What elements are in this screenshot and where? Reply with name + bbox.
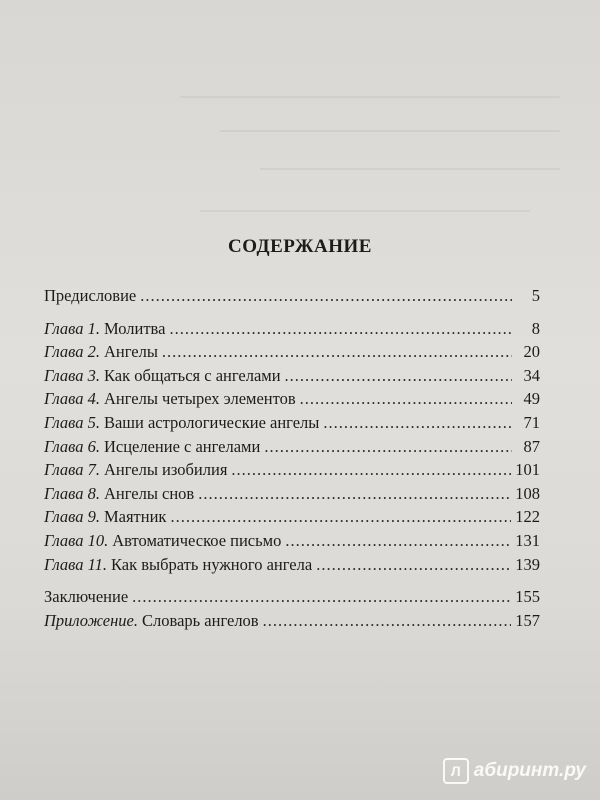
dot-leader (264, 437, 512, 457)
chapter-prefix: Глава 5. (44, 412, 100, 432)
chapter-title: Исцеление с ангелами (103, 436, 261, 456)
toc-row-chapter (44, 484, 540, 508)
dot-leader (132, 587, 511, 607)
toc-page-number: 8 (531, 318, 540, 338)
toc-page-number: 34 (523, 365, 540, 385)
dot-leader (169, 319, 512, 339)
watermark (443, 758, 586, 784)
toc-row-chapter (44, 366, 540, 390)
appendix-title: Словарь ангелов (142, 610, 259, 630)
chapter-title: Ангелы четырех элементов (103, 389, 296, 409)
toc-page-number: 101 (515, 460, 540, 480)
chapter-title: Ангелы изобилия (103, 460, 228, 480)
dot-leader (285, 366, 512, 386)
watermark-text: абиринт.ру (473, 760, 586, 781)
toc-page-number: 139 (515, 554, 540, 574)
toc-page-number: 87 (523, 436, 540, 456)
chapter-prefix: Глава 11. (44, 554, 107, 574)
toc-row-chapter (44, 389, 540, 413)
toc-row-preface (44, 286, 540, 310)
toc-row-chapter (44, 531, 540, 555)
dot-leader (162, 342, 512, 362)
chapter-prefix: Глава 8. (44, 483, 100, 503)
dot-leader (285, 531, 511, 551)
chapter-title: Ангелы снов (103, 483, 195, 503)
show-through-line (180, 96, 560, 98)
toc-page-number: 131 (515, 530, 540, 550)
toc-row-chapter (44, 319, 540, 343)
chapter-prefix: Глава 10. (44, 530, 109, 550)
toc-row-chapter (44, 460, 540, 484)
dot-leader (231, 460, 511, 480)
toc-page-number: 5 (531, 286, 540, 305)
toc-label: Заключение (44, 587, 129, 607)
chapter-prefix: Глава 7. (44, 460, 100, 480)
dot-leader (198, 484, 511, 504)
toc-page-number: 20 (523, 342, 540, 362)
toc-row-appendix (44, 611, 540, 635)
chapter-title: Автоматическое письмо (112, 530, 282, 550)
toc-label: Предисловие (44, 286, 137, 305)
toc-row-chapter (44, 413, 540, 437)
toc-row-conclusion (44, 587, 540, 611)
dot-leader (140, 286, 512, 306)
toc-page-number: 49 (523, 389, 540, 409)
toc-row-chapter (44, 507, 540, 531)
dot-leader (300, 389, 512, 409)
show-through-line (200, 210, 530, 212)
chapter-title: Как общаться с ангелами (103, 365, 281, 385)
chapter-prefix: Глава 3. (44, 365, 100, 385)
chapter-title: Как выбрать нужного ангела (110, 554, 313, 574)
chapter-prefix: Глава 6. (44, 436, 100, 456)
dot-leader (323, 413, 512, 433)
toc-page-number: 71 (523, 412, 540, 432)
toc-row-chapter (44, 437, 540, 461)
toc-page-number: 108 (515, 483, 540, 503)
show-through-line (260, 168, 560, 170)
chapter-title: Ангелы (103, 342, 158, 362)
toc-page-number: 157 (515, 610, 540, 630)
chapter-prefix: Глава 9. (44, 507, 100, 527)
chapter-title: Маятник (103, 507, 167, 527)
toc-page-number: 122 (515, 507, 540, 527)
table-of-contents (44, 286, 540, 634)
contents-title: СОДЕРЖАНИЕ (228, 236, 372, 257)
toc-page-number: 155 (515, 587, 540, 607)
chapter-title: Молитва (103, 318, 166, 338)
toc-row-chapter (44, 555, 540, 579)
dot-leader (316, 555, 511, 575)
labirint-logo-icon: Л (443, 758, 469, 784)
chapter-prefix: Глава 1. (44, 318, 100, 338)
chapter-prefix: Глава 2. (44, 342, 100, 362)
chapter-prefix: Глава 4. (44, 389, 100, 409)
dot-leader (170, 507, 511, 527)
show-through-line (220, 130, 560, 132)
dot-leader (263, 611, 512, 631)
chapter-title: Ваши астрологические ангелы (103, 412, 320, 432)
toc-row-chapter (44, 342, 540, 366)
appendix-prefix: Приложение. (44, 610, 138, 630)
